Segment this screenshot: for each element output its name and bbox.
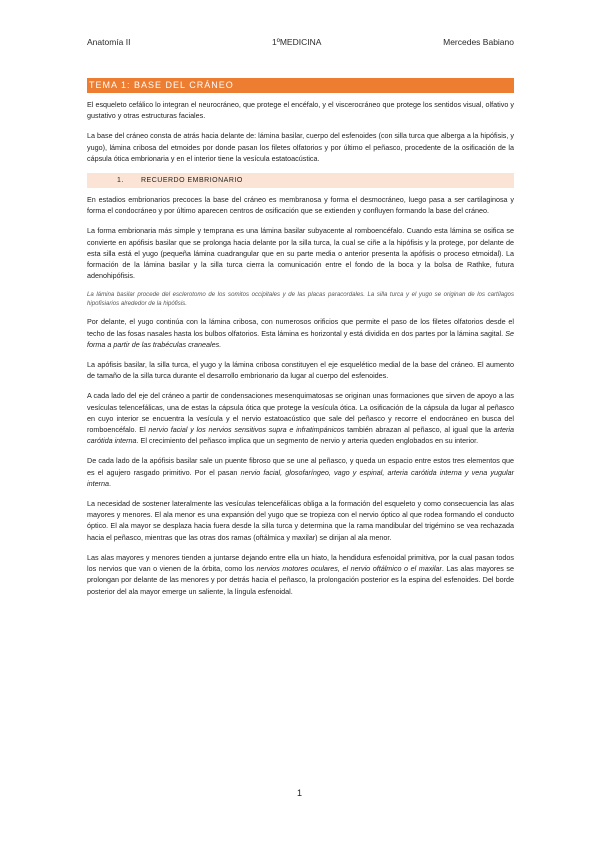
header-course: Anatomía II [87,37,131,47]
intro-paragraph-2: La base del cráneo consta de atrás hacia delante de: lámina basilar, cuerpo del esfenoides (con silla turca que alberga a la hipófisis, y yugo), lámina cribosa del etmoides por donde pasan los filetes olfatorios y por último el peñasco, procedente de la osificación de la cápsula ótica embrionaria y en el interior tiene la vesícula estatoacústica. [87,131,514,163]
paragraph-3-text: Por delante, el yugo continúa con la lámina cribosa, con numerosos orificios que permite el paso de los filetes olfatorios desde el techo de las fosas nasales hasta los bulbos olfatorios. Esta lámina es horizontal y está dividida en dos partes por la lámina sagital. [87,317,514,338]
paragraph-8-text: Las alas mayores y menores tienden a juntarse dejando entre ella un hiato, la hendidura esfenoidal primitiva, por la cual pasan todos los nervios que van o vienen de la órbita, como los [87,552,514,574]
paragraph-4: La apófisis basilar, la silla turca, el yugo y la lámina cribosa constituyen el eje esquelético medial de la base del cráneo. El aumento de tamaño de la silla turca durante el desarrollo embrionario da lugar al cuerpo del esfenoides. [87,360,514,381]
page-number: 1 [296,788,302,798]
paragraph-5-text-c: . El crecimiento del peñasco implica que un segmento de nervio y arteria queden englobados en su interior. [136,436,479,446]
paragraph-3-italic: Se forma a partir de las trabéculas craneales. [87,328,514,349]
paragraph-8-italic: nervios motores oculares, el nervio oftálmico o el maxilar [256,564,442,574]
section-number: 1. [117,177,124,185]
paragraph-5-text-a: A cada lado del eje del cráneo a partir de condensaciones mesenquimatosas se originan unas formaciones que sirven de apoyo a las vesículas telencefálicas, una de estas la cápsula ótica que protege la vesícula ótica. La osificación de la cápsula da lugar al peñasco en cuyo interior se encuentra la vesícula y el nervio estatoacústico que sale del peñasco y recorre el endocráneo en busca del romboencéfalo. El [87,391,514,435]
page-header [87,37,514,51]
paragraph-5-italic-2: arteria carótida interna [87,425,515,446]
paragraph-7: La necesidad de sostener lateralmente las vesículas telencefálicas obliga a la formación del esqueleto y como consecuencia las alas mayores y menores. El ala menor es una expansión del yugo que se tropieza con el nervio óptico al que rodea formando el conducto óptico. El ala mayor se desplaza hacia fuera desde la silla turca y determina que la rama mandibular del trigémino se vea rechazada hacia el peñasco, mientras que las otras dos ramas (oftálmica y maxilar) se dirijan al ala menor. [87,499,514,542]
paragraph-5-text-b: también abrazan al peñasco, al igual que la [347,425,491,435]
section-title: RECUERDO EMBRIONARIO [141,177,243,185]
section-heading [87,173,514,188]
paragraph-8 [87,552,514,597]
paragraph-6 [87,455,514,489]
italic-note: La lámina basilar procede del esclerotomo de los somitos occipitales y de las placas paracordales. La silla turca y el yugo se originan de los cartílagos hipofisiarios alrededor de la hipófisis. [87,291,514,308]
paragraph-3 [87,316,514,350]
paragraph-6-end: . [108,478,111,488]
intro-paragraph-1: El esqueleto cefálico lo integran el neurocráneo, que protege el encéfalo, y el viscerocráneo que protege los sentidos visual, olfativo y gustativo y otras estructuras faciales. [87,100,514,121]
document-body [87,78,514,606]
paragraph-6-text: De cada lado de la apófisis basilar sale un puente fibroso que se une al peñasco, y queda un espacio entre estos tres elementos que es el agujero rasgado primitivo. Por el pasan [87,456,514,477]
header-year: 1ºMEDICINA [272,37,322,47]
paragraph-5 [87,390,514,446]
header-author: Mercedes Babiano [443,37,514,47]
chapter-title: TEMA 1: BASE DEL CRÁNEO [87,78,514,93]
paragraph-1: En estadios embrionarios precoces la base del cráneo es membranosa y forma el desmocráneo, luego pasa a ser cartilaginosa y forma el condocráneo y por último aparecen centros de osificación que se extienden y confluyen formando la base del cráneo. [87,195,514,216]
paragraph-6-italic: nervio facial, glosofaríngeo, vago y espinal, arteria carótida interna y vena yugular interna [87,467,514,488]
paragraph-5-italic-1: nervio facial y los nervios sensitivos supra e infratimpánicos [148,425,345,435]
paragraph-2: La forma embrionaria más simple y temprana es una lámina basilar subyacente al romboencéfalo. Cuando esta lámina se osifica se convierte en apófisis basilar que se prolonga hacia delante por la silla turca, la cual se ciñe a la hipófisis y la protege, por delante de esta silla está el yugo (pequeña lámina cuadrangular que en su parte media o anterior presenta la apófisis o proceso etmoidal). La formación de la lámina basilar y la silla turca cierra la comunicación entre el fondo de la boca y la bolsa de Rathke, futura adenohipófisis. [87,226,514,281]
paragraph-8-text-b: . Las alas mayores se prolongan por delante de las menores y por detrás hacia el peñasco, la prolongación posterior es la espina del esfenoides. Del borde posterior del ala mayor emerge un saliente, la língula esfenoidal. [87,564,514,596]
